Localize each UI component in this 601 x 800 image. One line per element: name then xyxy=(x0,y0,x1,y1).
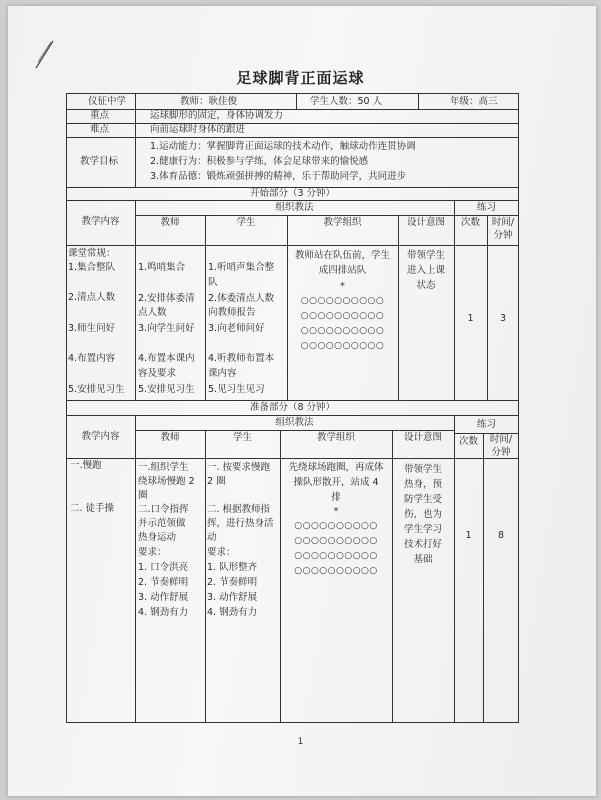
design-header: 设计意图 xyxy=(406,217,445,228)
content-item: 5.安排见习生 xyxy=(68,384,125,395)
teacher-step: 圈 xyxy=(138,490,148,501)
goal-item: 2.健康行为：积极参与学练，体会足球带来的愉悦感 xyxy=(150,156,369,167)
student-step: 2. 节奏鲜明 xyxy=(207,577,258,588)
design-header: 设计意图 xyxy=(403,432,442,443)
practice-time: 3 xyxy=(499,313,507,324)
practice-time: 8 xyxy=(497,530,505,541)
formation-row: ○○○○○○○○○○ xyxy=(300,296,385,306)
teacher-position-mark: * xyxy=(340,281,345,292)
teacher-name: 教师：耿佳俊 xyxy=(180,96,238,107)
org-description: 排 xyxy=(331,492,341,503)
teacher-step: 热身运动 xyxy=(138,532,177,543)
time-header: 时间/ 分钟 xyxy=(489,434,513,458)
formation-row: ○○○○○○○○○○ xyxy=(300,326,385,336)
student-step: 动 xyxy=(207,532,217,543)
difficulty-label: 难点 xyxy=(90,124,110,135)
org-method-header: 组织教法 xyxy=(275,417,314,428)
student-step: 5.见习生见习 xyxy=(208,384,265,395)
student-step: 一. 按要求慢跑 xyxy=(207,462,271,473)
design-intent: 学生学习 xyxy=(403,524,442,535)
student-step: 4. 钢劲有力 xyxy=(207,607,258,618)
formation-row: ○○○○○○○○○○ xyxy=(300,341,385,351)
practice-count: 1 xyxy=(467,313,474,324)
key-point-label: 重点 xyxy=(90,110,110,121)
page-title: 足球脚背正面运球 xyxy=(236,69,365,87)
teacher-col-header: 教师 xyxy=(160,217,180,228)
content-header: 教学内容 xyxy=(81,431,120,442)
school-name: 仪征中学 xyxy=(88,96,127,107)
org-method-header: 组织教法 xyxy=(275,202,314,213)
student-step: 1.听哨声集合整 xyxy=(208,262,275,273)
student-step: 3. 动作舒展 xyxy=(207,592,258,603)
teacher-step: 4.布置本课内 xyxy=(138,353,195,364)
content-item: 4.布置内容 xyxy=(68,353,116,364)
count-header: 次数 xyxy=(460,217,480,228)
teacher-step: 容及要求 xyxy=(138,368,177,379)
count-header: 次数 xyxy=(458,436,478,447)
goal-item: 3.体育品德：锻炼顽强拼搏的精神，乐于帮助同学，共同进步 xyxy=(150,171,407,182)
student-step: 挥，进行热身活 xyxy=(207,518,274,529)
teacher-step: 要求： xyxy=(138,547,167,558)
content-item: 1.集合整队 xyxy=(68,262,116,273)
design-intent: 状态 xyxy=(416,280,436,291)
content-item: 二. 徒手操 xyxy=(70,503,115,514)
content-item: 2.清点人数 xyxy=(68,292,116,303)
design-intent: 伤，也为 xyxy=(403,509,442,520)
design-intent: 技术打好 xyxy=(403,539,442,550)
org-description: 操队形散开，站成 4 xyxy=(293,477,379,488)
design-intent: 热身，预 xyxy=(403,479,442,490)
teacher-step: 2. 节奏鲜明 xyxy=(138,577,189,588)
page-number: 1 xyxy=(297,737,304,747)
design-intent: 防学生受 xyxy=(403,494,442,505)
key-point-value: 运球脚形的固定，身体协调发力 xyxy=(150,110,284,121)
teacher-step: 5.安排见习生 xyxy=(138,384,195,395)
formation-row: ○○○○○○○○○○ xyxy=(300,311,385,321)
student-step: 队 xyxy=(208,277,218,288)
teacher-step: 一.组织学生 xyxy=(138,462,189,473)
formation-row: ○○○○○○○○○○ xyxy=(294,551,378,561)
student-count: 学生人数：50 人 xyxy=(310,96,383,107)
org-sub-header: 教学组织 xyxy=(323,217,362,228)
design-intent: 进入上课 xyxy=(406,265,445,276)
teacher-step: 3. 动作舒展 xyxy=(138,592,189,603)
org-sub-header: 教学组织 xyxy=(316,432,355,443)
practice-header: 练习 xyxy=(476,202,496,213)
section-title-prep: 准备部分（8 分钟） xyxy=(249,402,336,413)
practice-header: 练习 xyxy=(476,419,496,430)
teacher-step: 点人数 xyxy=(138,307,167,318)
teacher-step: 二.口令指挥 xyxy=(138,504,189,515)
student-step: 课内容 xyxy=(208,368,237,379)
content-header: 教学内容 xyxy=(81,216,120,227)
goal-item: 1.运动能力：掌握脚背正面运球的技术动作，触球动作连贯协调 xyxy=(150,141,416,152)
student-col-header: 学生 xyxy=(232,432,252,443)
time-header: 时间/ 分钟 xyxy=(491,217,515,241)
content-item: 课堂常规： xyxy=(68,248,116,259)
design-intent: 带领学生 xyxy=(406,250,445,261)
content-item: 一.慢跑 xyxy=(70,460,102,471)
student-step: 3.向老师问好 xyxy=(208,323,265,334)
student-step: 1. 队形整齐 xyxy=(207,562,258,573)
formation-row: ○○○○○○○○○○ xyxy=(294,566,378,576)
content-item: 3.师生问好 xyxy=(68,323,116,334)
formation-row: ○○○○○○○○○○ xyxy=(294,521,378,531)
student-step: 二. 根据教师指 xyxy=(207,504,271,515)
student-step: 2.体委清点人数 xyxy=(208,293,275,304)
difficulty-value: 向前运球时身体的跟进 xyxy=(150,124,246,135)
teacher-position-mark: * xyxy=(333,506,339,517)
student-step: 2 圈 xyxy=(207,476,226,487)
pen-mark-icon xyxy=(33,40,55,70)
teacher-step: 4. 钢劲有力 xyxy=(138,607,189,618)
teacher-col-header: 教师 xyxy=(160,432,180,443)
design-intent: 带领学生 xyxy=(403,464,442,475)
org-description: 先绕球场跑圈，再成体 xyxy=(288,462,384,473)
grade-level: 年级：高三 xyxy=(450,96,498,107)
org-description: 成四排站队 xyxy=(318,265,367,276)
teacher-step: 1. 口令洪亮 xyxy=(138,562,189,573)
practice-count: 1 xyxy=(465,530,472,541)
teacher-step: 绕球场慢跑 2 xyxy=(138,476,195,487)
student-step: 4.听教师布置本 xyxy=(208,353,275,364)
teacher-step: 2.安排体委清 xyxy=(138,293,195,304)
formation-row: ○○○○○○○○○○ xyxy=(294,536,378,546)
org-description: 教师站在队伍前，学生 xyxy=(294,250,390,261)
student-col-header: 学生 xyxy=(236,217,256,228)
goals-label: 教学目标 xyxy=(80,156,119,167)
design-intent: 基础 xyxy=(413,554,433,565)
teacher-step: 并示范领做 xyxy=(138,518,186,529)
teacher-step: 3.向学生问好 xyxy=(138,323,195,334)
student-step: 向教师报告 xyxy=(208,307,256,318)
student-step: 要求： xyxy=(207,547,236,558)
teacher-step: 1.鸣哨集合 xyxy=(138,262,186,273)
section-title-start: 开始部分（3 分钟） xyxy=(249,188,336,199)
